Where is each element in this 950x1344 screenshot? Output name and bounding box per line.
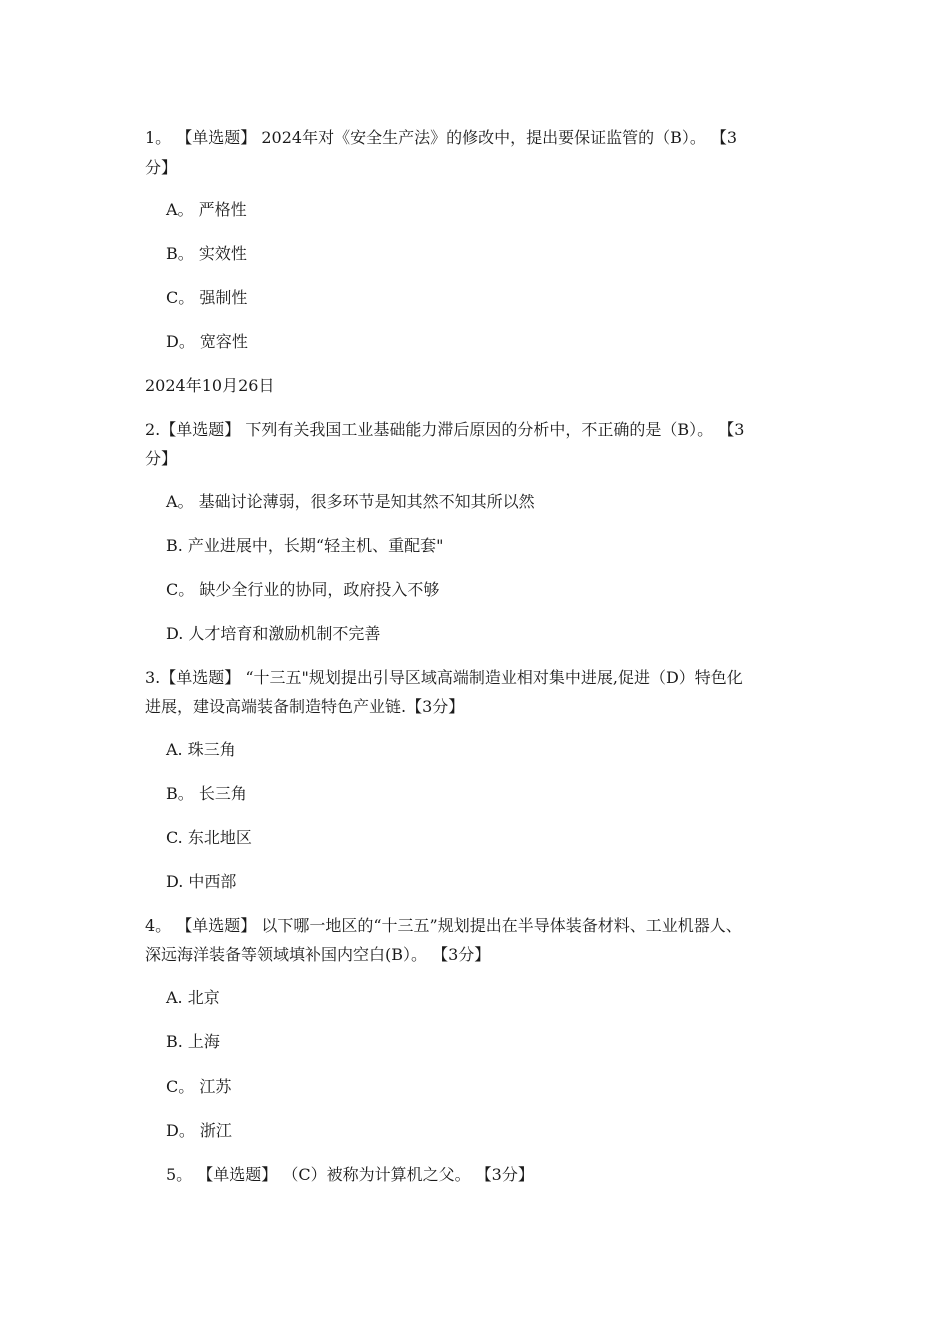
question-1-option-d: D。 宽容性 bbox=[166, 332, 248, 351]
question-5-text: 5。 【单选题】 （C）被称为计算机之父。 【3分】 bbox=[166, 1165, 534, 1184]
question-2-option-d: D. 人才培育和激励机制不完善 bbox=[166, 624, 381, 643]
question-1-option-b: B。 实效性 bbox=[166, 244, 247, 263]
question-3-option-a: A. 珠三角 bbox=[166, 740, 236, 759]
question-4-option-c: C。 江苏 bbox=[166, 1077, 232, 1096]
question-2-text: 2.【单选题】 下列有关我国工业基础能力滞后原因的分析中，不正确的是（B）。 【3 bbox=[145, 420, 745, 439]
question-3-option-b: B。 长三角 bbox=[166, 784, 247, 803]
date-note: 2024年10月26日 bbox=[145, 376, 275, 395]
question-2-option-a: A。 基础讨论薄弱，很多环节是知其然不知其所以然 bbox=[166, 492, 535, 511]
question-1-text: 1。 【单选题】 2024年对《安全生产法》的修改中，提出要保证监管的（B）。 【3 bbox=[145, 128, 738, 147]
question-2-text-cont: 分】 bbox=[145, 449, 178, 468]
question-3-option-d: D. 中西部 bbox=[166, 872, 237, 891]
question-3-text-cont: 进展，建设高端装备制造特色产业链.【3分】 bbox=[145, 697, 465, 716]
question-2-option-b: B. 产业进展中，长期“轻主机、重配套" bbox=[166, 536, 444, 555]
question-1-option-c: C。 强制性 bbox=[166, 288, 248, 307]
question-4-option-d: D。 浙江 bbox=[166, 1121, 232, 1140]
question-3-option-c: C. 东北地区 bbox=[166, 828, 252, 847]
question-2-option-c: C。 缺少全行业的协同，政府投入不够 bbox=[166, 580, 440, 599]
question-1-text-cont: 分】 bbox=[145, 158, 178, 177]
question-4-text-cont: 深远海洋装备等领域填补国内空白(B）。 【3分】 bbox=[145, 945, 491, 964]
question-4-text: 4。 【单选题】 以下哪一地区的“十三五”规划提出在半导体装备材料、工业机器人、 bbox=[145, 916, 742, 935]
question-1-option-a: A。 严格性 bbox=[166, 200, 247, 219]
question-3-text: 3.【单选题】 “十三五"规划提出引导区域高端制造业相对集中进展,促进（D）特色化 bbox=[145, 668, 743, 687]
question-4-option-a: A. 北京 bbox=[166, 988, 220, 1007]
question-4-option-b: B. 上海 bbox=[166, 1032, 220, 1051]
